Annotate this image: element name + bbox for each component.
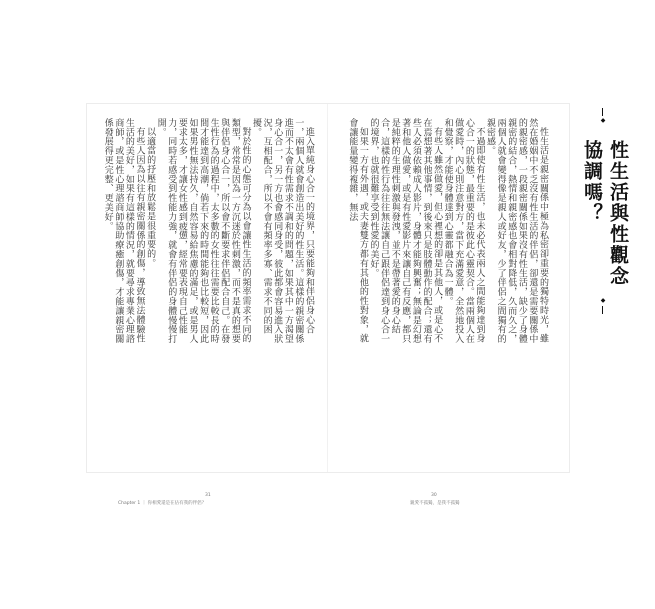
paragraph: 以適當的抒壓和放鬆是很重要的。 <box>145 127 156 268</box>
left-page-body <box>102 118 314 346</box>
book-gutter <box>327 104 328 472</box>
paragraph: 性生活是親密關係中極為私密卻重要的獨特時光，雖然在婚姻中不乏沒有性生活的伴侶，卻還是需要關係中的親密感，一段親密關係如果沒有性生活，缺少了身體親密的結合，熱情和親密感也會相對降低，久而久之，兩個人就會變得像是親人或好友，少了伴侶之間獨有的親密感。 <box>485 118 548 344</box>
page-number-left: 31 <box>205 493 211 498</box>
running-footer-left: Chapter 1 ｜ 你相愛還是在佔有我的伴侶？ <box>118 501 207 506</box>
paragraph: 如果一方有外遇，或夫妻雙方都有其他的性對象，就會讓能量變得複雜，無法 <box>347 118 368 344</box>
paragraph: 對於性的心態可分為以會讓性生活的頻率需求不同的類型，常常是因為一方沉迷於性刺激，而不是真的想要與伴侶身心合一，所以會不斷要求伴侶配合自己。在發生性行為的過程中，太多數的女性往往需要比較長的時間才能達到高潮，倘若下來的時間能夠也比較短，因此如果男性無法持久，自然容易給焦慮的滿足，或是男人要求太多，才讓女性感到疲憊，經常要表現自己性能力，同時若感受到性能力強，就會有伴侶的身體慢慢打開。 <box>155 118 251 344</box>
right-page-body <box>347 118 548 346</box>
page-number-right: 30 <box>431 493 437 498</box>
paragraph: 不過即使有性生活，也未必代表兩人之間能夠達到身心合一的狀態，最重要的是彼此心靈契合。當兩個人在做愛時，內心則注意對方，當下充滿愛意，全然地投入和覺察，才能使身體達到心靈都融合為一體。 <box>442 118 485 344</box>
heading-ornament-bottom: ◆ <box>600 297 606 304</box>
ornament-line-top <box>602 108 603 116</box>
running-footer-right: 親愛不孤獨，是我不孤獨 <box>410 501 460 506</box>
paragraph: 有些人因為以往有親密關係的創傷，導致無法體驗性生活的美好，如果有這樣的情況，就要尋求專業心理諮商師，或是性心理諮商師協助療癒創傷，才能讓親密關係發展得更完整、更美好。 <box>102 118 145 344</box>
ornament-line-bottom <box>602 306 603 314</box>
paragraph: 有些人雖然做愛，但心裡想的卻是其他人，或是心不在焉想著其他事情，到後來只是肢體動作的配合；還有些人必須依賴成人影片，身體才能夠興奮；無論是幻想著和他人做愛，或是有性愛影片來讓自己有反應，都只是純粹的生理性刺激與發洩，並不是帶著愛的身心結合，這樣的性行為往往無法讓自己跟伴侶達到身心合一的境界，也就很難享受到性愛的美好。 <box>368 118 443 344</box>
heading-ornament-top: ◆ <box>600 117 606 124</box>
paragraph: 進入單純身心合一的境界，只要能夠和伴侶身心合一，兩個人就會創造出美好的性生活。這樣的親密關係進而不太會有性需求不調和的問題，如果其中一方渴望身心合一，另一方也會感同身受，彼此都會容易進入狀況，互相配合，所以不會有頻率多寡、需求不同的困擾。 <box>251 118 314 344</box>
section-heading: 性生活與性觀念協調嗎？ <box>581 140 629 287</box>
